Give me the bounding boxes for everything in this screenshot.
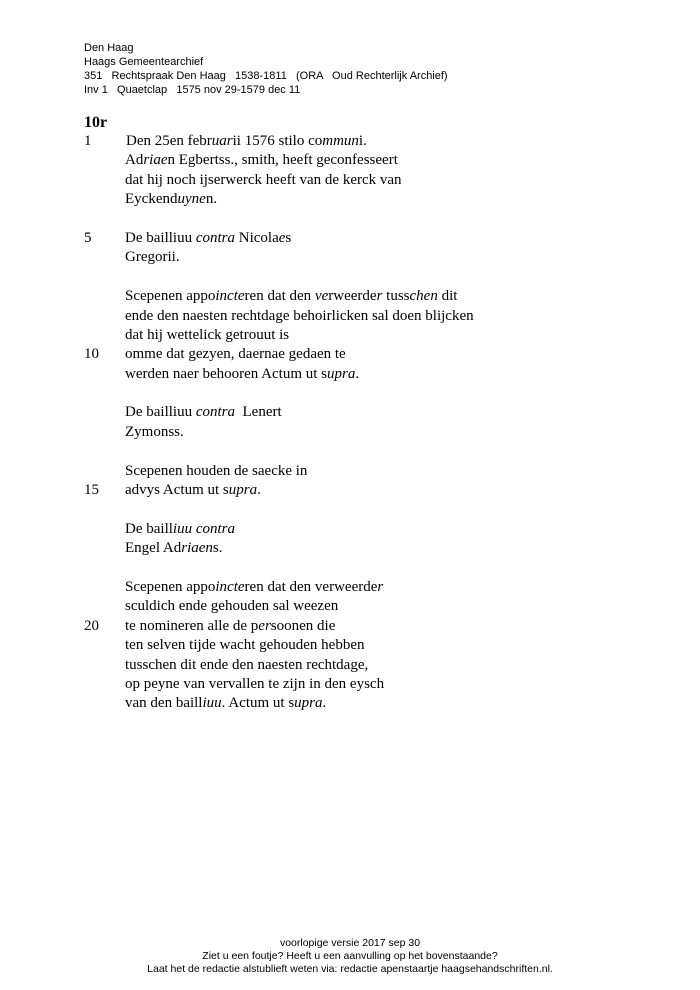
line-text: dat hij wettelick getrouut is (125, 326, 290, 343)
expanded-abbreviation: r (376, 288, 383, 305)
transcription-line (84, 617, 604, 636)
line-text: ten selven tijde wacht gehouden hebben (125, 637, 365, 654)
line-number: 15 (84, 482, 99, 499)
page-footer (0, 937, 700, 976)
line-number: 5 (84, 229, 92, 246)
transcription-line (84, 132, 604, 151)
transcription-line (84, 520, 604, 539)
expanded-abbreviation: uyne (177, 191, 206, 208)
line-text: te nomineren alle de persoonen die (125, 617, 336, 634)
transcription-body (84, 132, 604, 714)
transcription-line (84, 151, 604, 170)
transcription-line (84, 597, 604, 616)
expanded-abbreviation: upra (327, 365, 356, 382)
transcription-line (84, 190, 604, 209)
line-text: Den 25en februarii 1576 stilo communi. (126, 133, 367, 149)
expanded-abbreviation: incte (215, 288, 245, 305)
expanded-abbreviation: uar (211, 133, 233, 149)
header-archive: Haags Gemeentearchief (84, 56, 204, 68)
line-text: ende den naesten rechtdage behoirlicken sal doen blijcken (125, 307, 474, 324)
line-text: sculdich ende gehouden sal weezen (125, 598, 339, 615)
expanded-abbreviation: riae (143, 152, 168, 169)
line-text: Eyckenduynen. (125, 191, 218, 208)
expanded-abbreviation: e (278, 229, 286, 246)
transcription-line (84, 248, 604, 267)
expanded-abbreviation: upra (228, 482, 258, 499)
header-collection: 351 Rechtspraak Den Haag 1538-1811 (ORA Oud Rechterlijk Archief) (84, 70, 448, 82)
blank-line (84, 442, 604, 461)
transcription-line (84, 462, 604, 481)
expanded-abbreviation: incte (215, 578, 245, 595)
line-text: omme dat gezyen, daernae gedaen te (125, 346, 346, 363)
expanded-abbreviation: mmun (322, 133, 359, 149)
expanded-abbreviation: contra (195, 404, 235, 421)
line-text: De bailliuu contra Nicolaes (125, 229, 292, 246)
line-text: Scepenen houden de saecke in (125, 462, 308, 479)
transcription-line (84, 539, 604, 558)
blank-line (84, 384, 604, 403)
header-city: Den Haag (84, 42, 134, 54)
transcription-line (84, 403, 604, 422)
blank-line (84, 210, 604, 229)
transcription-line (84, 326, 604, 345)
expanded-abbreviation: iuu (202, 695, 222, 712)
expanded-abbreviation: upra (294, 695, 323, 712)
blank-line (84, 500, 604, 519)
expanded-abbreviation: ve (314, 288, 329, 305)
line-text: van den bailliuu. Actum ut supra. (125, 695, 327, 712)
footer-contact: Laat het de redactie alstublieft weten via: redactie apenstaartje haagsehandschriften.nl. (147, 963, 553, 975)
transcription-line (84, 578, 604, 597)
line-text: De bailliuu contra Lenert (125, 404, 282, 421)
transcription-line (84, 636, 604, 655)
line-text: Engel Adriaens. (125, 540, 223, 557)
line-number: 20 (84, 617, 99, 634)
transcription-line (84, 171, 604, 190)
transcription-line (84, 365, 604, 384)
line-text: werden naer behooren Actum ut supra. (125, 365, 360, 382)
line-number: 10 (84, 346, 99, 363)
transcription-line (84, 481, 604, 500)
header-inventory: Inv 1 Quaetclap 1575 nov 29-1579 dec 11 (84, 84, 301, 96)
archive-header (84, 41, 448, 97)
expanded-abbreviation: er (258, 617, 271, 634)
line-number: 1 (84, 133, 92, 149)
line-text: De bailliuu contra (125, 520, 235, 537)
line-text: Gregorii. (125, 249, 180, 266)
line-text: advys Actum ut supra. (125, 482, 261, 499)
footer-version: voorlopige versie 2017 sep 30 (279, 937, 421, 949)
expanded-abbreviation: contra (195, 229, 235, 246)
expanded-abbreviation: iuu contra (172, 520, 235, 537)
transcription-line (84, 656, 604, 675)
expanded-abbreviation: r (377, 578, 384, 595)
line-text: dat hij noch ijserwerck heeft van de kerck van (125, 171, 402, 188)
transcription-line (84, 229, 604, 248)
line-text: Adriaen Egbertss., smith, heeft geconfesseert (125, 152, 398, 169)
transcription-line (84, 307, 604, 326)
line-text: tusschen dit ende den naesten rechtdage, (125, 656, 369, 673)
line-text: Zymonss. (125, 423, 184, 440)
blank-line (84, 559, 604, 578)
transcription-line (84, 287, 604, 306)
expanded-abbreviation: chen (409, 288, 438, 305)
footer-question: Ziet u een foutje? Heeft u een aanvulling op het bovenstaande? (202, 950, 498, 962)
transcription-line (84, 345, 604, 364)
expanded-abbreviation: riaen (181, 540, 213, 557)
transcription-line (84, 423, 604, 442)
line-text: op peyne van vervallen te zijn in den eysch (125, 675, 385, 692)
blank-line (84, 268, 604, 287)
folio-number: 10r (84, 114, 108, 131)
transcription-line (84, 694, 604, 713)
line-text: Scepenen appoincteren dat den verweerder (125, 578, 384, 595)
line-text: Scepenen appoincteren dat den verweerder tusschen dit (125, 288, 458, 305)
transcription-line (84, 675, 604, 694)
